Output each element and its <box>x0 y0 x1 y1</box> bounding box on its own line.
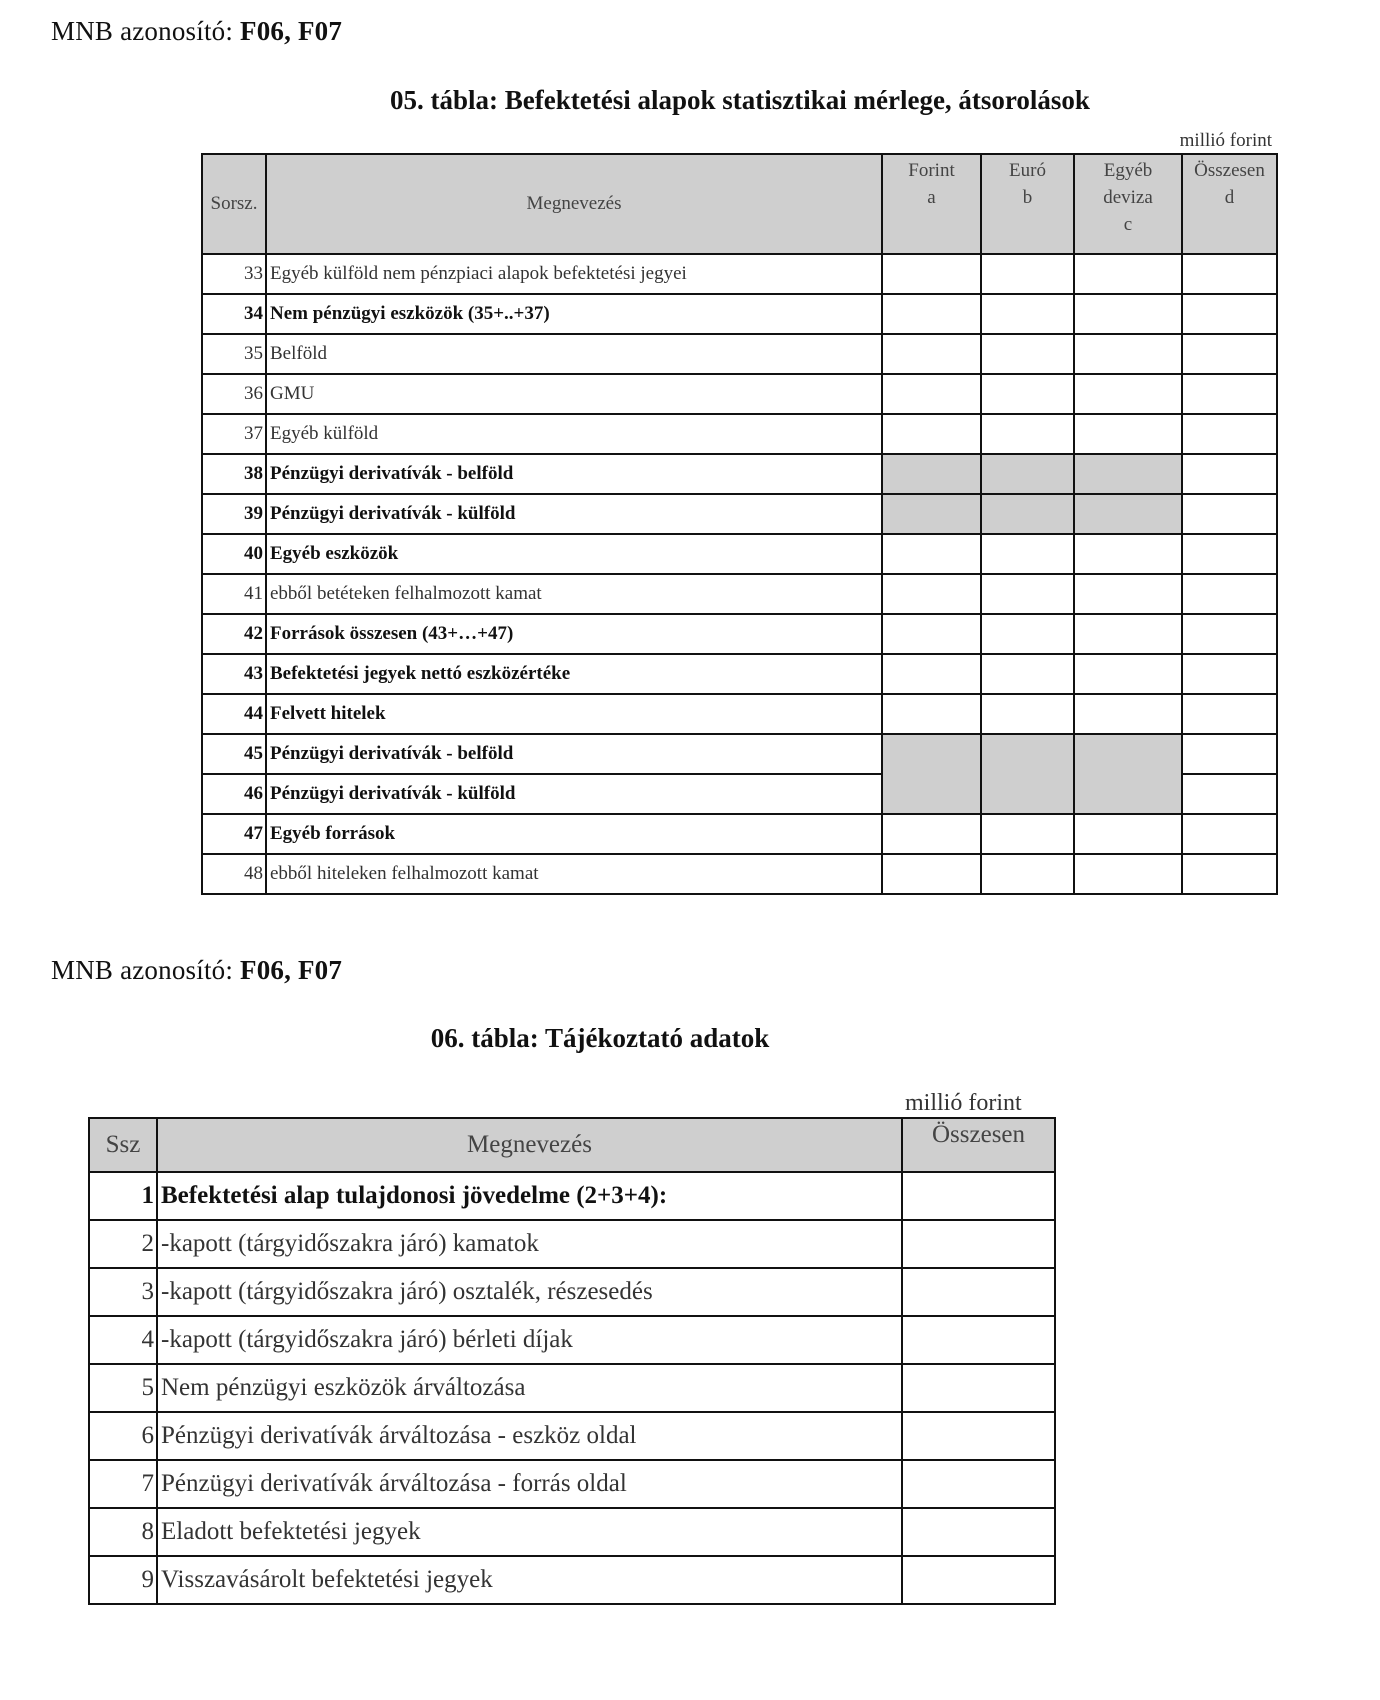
cell-egyeb-deviza[interactable] <box>1074 854 1182 894</box>
row-number: 47 <box>202 814 266 854</box>
cell-osszesen[interactable] <box>1182 614 1277 654</box>
cell-euro[interactable] <box>981 414 1074 454</box>
table-row <box>202 294 1277 334</box>
row-number: 38 <box>202 454 266 494</box>
cell-forint[interactable] <box>882 574 981 614</box>
row-label: Felvett hitelek <box>266 694 882 734</box>
table-row <box>202 334 1277 374</box>
row-label: Eladott befektetési jegyek <box>157 1508 902 1556</box>
table-row <box>202 494 1277 534</box>
table-row <box>202 734 1277 774</box>
row-number: 3 <box>89 1268 157 1316</box>
cell-egyeb-deviza[interactable] <box>1074 534 1182 574</box>
cell-forint[interactable] <box>882 694 981 734</box>
table-row <box>89 1316 1055 1364</box>
table-row <box>202 654 1277 694</box>
cell-forint[interactable] <box>882 334 981 374</box>
cell-egyeb-deviza[interactable] <box>1074 254 1182 294</box>
table-05 <box>201 153 1278 895</box>
mnb-label: MNB azonosító: <box>51 955 234 985</box>
row-number: 1 <box>89 1172 157 1220</box>
table-05-header <box>202 154 1277 254</box>
row-number: 36 <box>202 374 266 414</box>
row-number: 40 <box>202 534 266 574</box>
table-row <box>202 574 1277 614</box>
row-number: 37 <box>202 414 266 454</box>
row-label: Egyéb források <box>266 814 882 854</box>
table-06-unit: millió forint <box>905 1090 1022 1116</box>
table-row <box>89 1172 1055 1220</box>
row-label: Befektetési jegyek nettó eszközértéke <box>266 654 882 694</box>
cell-osszesen[interactable] <box>1182 654 1277 694</box>
cell-forint[interactable] <box>882 294 981 334</box>
mnb-identifier-2 <box>51 955 342 986</box>
row-number: 2 <box>89 1220 157 1268</box>
header-euro: Euró b <box>981 154 1074 254</box>
row-label: Pénzügyi derivatívák - belföld <box>266 734 882 774</box>
cell-forint <box>882 734 981 814</box>
cell-euro <box>981 454 1074 494</box>
header-megnevezes: Megnevezés <box>266 154 882 254</box>
cell-forint[interactable] <box>882 614 981 654</box>
cell-osszesen[interactable] <box>902 1412 1055 1460</box>
row-number: 43 <box>202 654 266 694</box>
table-row <box>202 374 1277 414</box>
cell-euro[interactable] <box>981 694 1074 734</box>
cell-egyeb-deviza[interactable] <box>1074 614 1182 654</box>
cell-forint[interactable] <box>882 414 981 454</box>
row-label: Egyéb külföld nem pénzpiaci alapok befektetési jegyei <box>266 254 882 294</box>
cell-euro[interactable] <box>981 654 1074 694</box>
cell-euro[interactable] <box>981 574 1074 614</box>
table-05-title: 05. tábla: Befektetési alapok statisztikai mérlege, átsorolások <box>390 85 1090 115</box>
cell-osszesen[interactable] <box>1182 734 1277 774</box>
row-label: Pénzügyi derivatívák árváltozása - forrás oldal <box>157 1460 902 1508</box>
table-row <box>202 254 1277 294</box>
header-egyeb-deviza: Egyéb deviza c <box>1074 154 1182 254</box>
cell-euro[interactable] <box>981 614 1074 654</box>
cell-egyeb-deviza <box>1074 494 1182 534</box>
cell-osszesen[interactable] <box>1182 814 1277 854</box>
cell-osszesen[interactable] <box>1182 854 1277 894</box>
table-row <box>202 534 1277 574</box>
mnb-codes: F06, F07 <box>240 16 343 46</box>
row-label: Források összesen (43+…+47) <box>266 614 882 654</box>
cell-osszesen[interactable] <box>902 1220 1055 1268</box>
cell-osszesen[interactable] <box>902 1316 1055 1364</box>
cell-forint <box>882 494 981 534</box>
cell-euro[interactable] <box>981 374 1074 414</box>
cell-euro[interactable] <box>981 254 1074 294</box>
table-06-header <box>89 1118 1055 1172</box>
row-label: Belföld <box>266 334 882 374</box>
row-label: Egyéb eszközök <box>266 534 882 574</box>
cell-osszesen[interactable] <box>1182 774 1277 814</box>
header-sorsz: Sorsz. <box>202 154 266 254</box>
table-row <box>89 1220 1055 1268</box>
cell-osszesen[interactable] <box>902 1508 1055 1556</box>
cell-osszesen[interactable] <box>1182 574 1277 614</box>
row-number: 4 <box>89 1316 157 1364</box>
cell-osszesen[interactable] <box>1182 254 1277 294</box>
row-label: Pénzügyi derivatívák árváltozása - eszköz oldal <box>157 1412 902 1460</box>
cell-egyeb-deviza <box>1074 734 1182 814</box>
cell-egyeb-deviza[interactable] <box>1074 334 1182 374</box>
cell-egyeb-deviza[interactable] <box>1074 294 1182 334</box>
cell-euro <box>981 494 1074 534</box>
table-row <box>202 454 1277 494</box>
cell-euro[interactable] <box>981 334 1074 374</box>
cell-forint[interactable] <box>882 374 981 414</box>
row-number: 41 <box>202 574 266 614</box>
cell-egyeb-deviza[interactable] <box>1074 414 1182 454</box>
table-row <box>89 1412 1055 1460</box>
row-number: 7 <box>89 1460 157 1508</box>
row-label: -kapott (tárgyidőszakra járó) bérleti díjak <box>157 1316 902 1364</box>
cell-osszesen[interactable] <box>902 1364 1055 1412</box>
cell-osszesen[interactable] <box>1182 694 1277 734</box>
table-05-unit: millió forint <box>1179 130 1272 151</box>
table-row <box>202 854 1277 894</box>
row-number: 5 <box>89 1364 157 1412</box>
row-label: Befektetési alap tulajdonosi jövedelme (2+3+4): <box>157 1172 902 1220</box>
cell-egyeb-deviza[interactable] <box>1074 374 1182 414</box>
row-number: 9 <box>89 1556 157 1604</box>
cell-forint <box>882 454 981 494</box>
cell-forint[interactable] <box>882 814 981 854</box>
table-row <box>202 614 1277 654</box>
cell-forint[interactable] <box>882 534 981 574</box>
table-06-title: 06. tábla: Tájékoztató adatok <box>430 1023 770 1053</box>
row-label: Pénzügyi derivatívák - külföld <box>266 774 882 814</box>
table-row <box>89 1460 1055 1508</box>
table-row <box>89 1556 1055 1604</box>
row-label: GMU <box>266 374 882 414</box>
table-06 <box>88 1117 1056 1605</box>
row-number: 46 <box>202 774 266 814</box>
cell-osszesen[interactable] <box>902 1460 1055 1508</box>
row-label: Nem pénzügyi eszközök (35+..+37) <box>266 294 882 334</box>
header-forint: Forint a <box>882 154 981 254</box>
row-number: 45 <box>202 734 266 774</box>
cell-euro[interactable] <box>981 854 1074 894</box>
row-label: Pénzügyi derivatívák - belföld <box>266 454 882 494</box>
row-number: 44 <box>202 694 266 734</box>
table-row <box>89 1508 1055 1556</box>
cell-egyeb-deviza[interactable] <box>1074 574 1182 614</box>
cell-euro[interactable] <box>981 814 1074 854</box>
row-label: ebből hiteleken felhalmozott kamat <box>266 854 882 894</box>
row-number: 39 <box>202 494 266 534</box>
header-osszesen: Összesen d <box>1182 154 1277 254</box>
row-label: ebből betéteken felhalmozott kamat <box>266 574 882 614</box>
row-label: Visszavásárolt befektetési jegyek <box>157 1556 902 1604</box>
row-number: 33 <box>202 254 266 294</box>
row-number: 42 <box>202 614 266 654</box>
cell-osszesen[interactable] <box>1182 494 1277 534</box>
cell-euro[interactable] <box>981 534 1074 574</box>
mnb-identifier-1 <box>51 16 342 47</box>
row-number: 8 <box>89 1508 157 1556</box>
cell-euro <box>981 734 1074 814</box>
cell-egyeb-deviza[interactable] <box>1074 814 1182 854</box>
mnb-codes: F06, F07 <box>240 955 343 985</box>
cell-egyeb-deviza <box>1074 454 1182 494</box>
cell-osszesen[interactable] <box>1182 534 1277 574</box>
row-number: 6 <box>89 1412 157 1460</box>
header-ssz: Ssz <box>89 1118 157 1172</box>
cell-osszesen[interactable] <box>1182 334 1277 374</box>
table-row <box>89 1268 1055 1316</box>
cell-egyeb-deviza[interactable] <box>1074 694 1182 734</box>
header-megnevezes: Megnevezés <box>157 1118 902 1172</box>
table-row <box>202 694 1277 734</box>
row-label: Egyéb külföld <box>266 414 882 454</box>
cell-forint[interactable] <box>882 854 981 894</box>
cell-osszesen[interactable] <box>1182 294 1277 334</box>
table-row <box>202 814 1277 854</box>
cell-osszesen[interactable] <box>902 1556 1055 1604</box>
row-label: Nem pénzügyi eszközök árváltozása <box>157 1364 902 1412</box>
cell-euro[interactable] <box>981 294 1074 334</box>
row-label: -kapott (tárgyidőszakra járó) osztalék, részesedés <box>157 1268 902 1316</box>
cell-osszesen[interactable] <box>1182 374 1277 414</box>
cell-osszesen[interactable] <box>1182 414 1277 454</box>
cell-osszesen[interactable] <box>1182 454 1277 494</box>
table-row <box>89 1364 1055 1412</box>
header-osszesen: Összesen <box>902 1118 1055 1172</box>
cell-egyeb-deviza[interactable] <box>1074 654 1182 694</box>
cell-forint[interactable] <box>882 254 981 294</box>
cell-osszesen[interactable] <box>902 1172 1055 1220</box>
row-label: -kapott (tárgyidőszakra járó) kamatok <box>157 1220 902 1268</box>
cell-osszesen[interactable] <box>902 1268 1055 1316</box>
row-number: 48 <box>202 854 266 894</box>
row-label: Pénzügyi derivatívák - külföld <box>266 494 882 534</box>
cell-forint[interactable] <box>882 654 981 694</box>
table-row <box>202 414 1277 454</box>
row-number: 34 <box>202 294 266 334</box>
row-number: 35 <box>202 334 266 374</box>
mnb-label: MNB azonosító: <box>51 16 234 46</box>
